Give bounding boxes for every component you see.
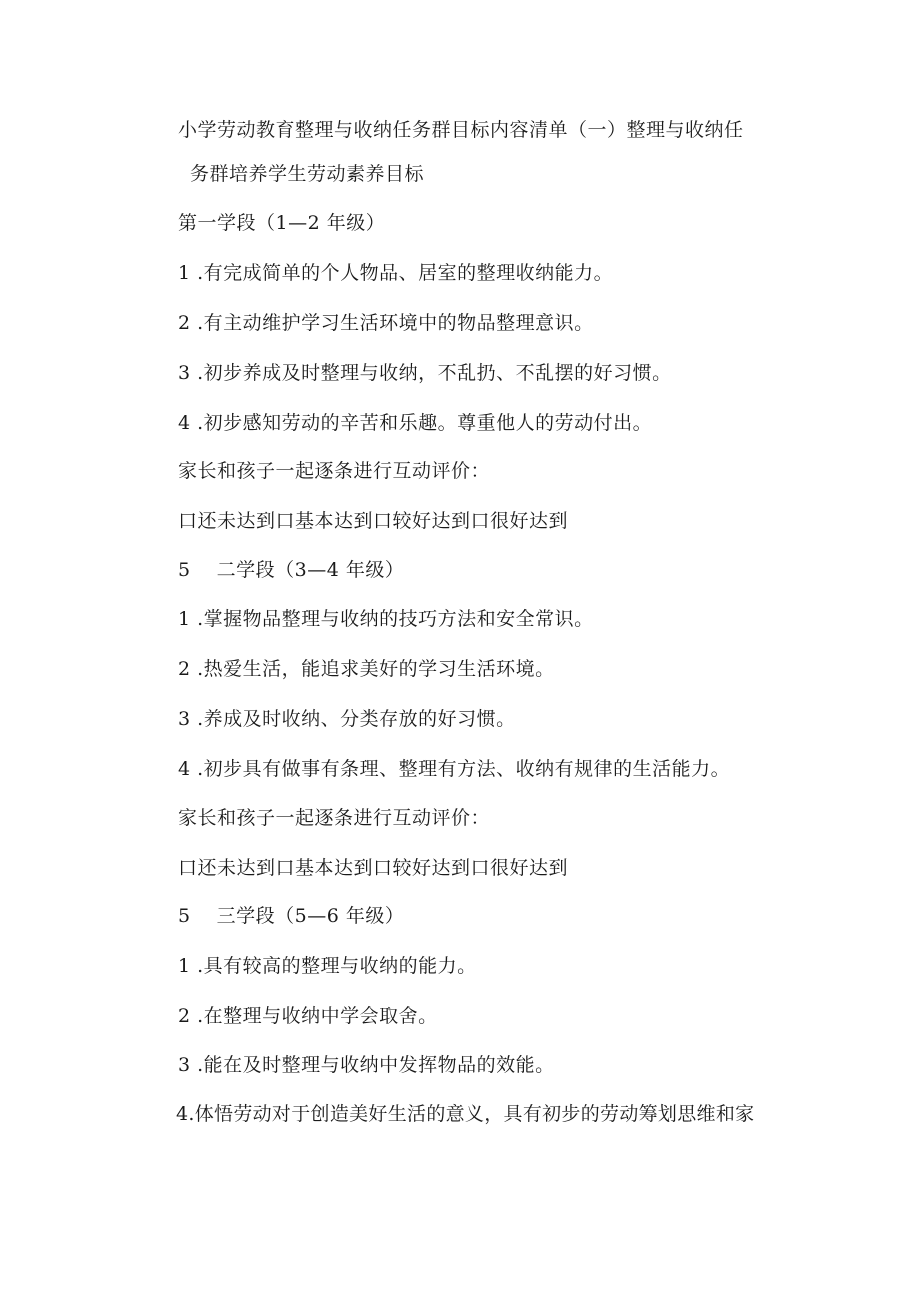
stage-3-goal-4: 4.体悟劳动对于创造美好生活的意义，具有初步的劳动筹划思维和家	[176, 1103, 755, 1125]
stage-2-goal-1: 1 .掌握物品整理与收纳的技巧方法和安全常识。	[178, 608, 594, 630]
stage-1-goal-1: 1 .有完成简单的个人物品、居室的整理收纳能力。	[178, 262, 614, 284]
stage-1-heading: 第一学段（1—2 年级）	[178, 212, 386, 234]
document-title-line-1: 小学劳动教育整理与收纳任务群目标内容清单（一）整理与收纳任	[178, 119, 744, 141]
stage-1-goal-3: 3 .初步养成及时整理与收纳，不乱扔、不乱摆的好习惯。	[178, 362, 672, 384]
document-title-line-2: 务群培养学生劳动素养目标	[190, 163, 425, 185]
stage-1-goal-2: 2 .有主动维护学习生活环境中的物品整理意识。	[178, 312, 594, 334]
stage-1-evaluation-options: 口还未达到口基本达到口较好达到口很好达到	[178, 510, 569, 532]
stage-2-evaluation-options: 口还未达到口基本达到口较好达到口很好达到	[178, 857, 569, 879]
stage-3-heading: 5 三学段（5—6 年级）	[178, 905, 405, 927]
stage-2-heading: 5 二学段（3—4 年级）	[178, 559, 405, 581]
stage-2-goal-2: 2 .热爱生活，能追求美好的学习生活环境。	[178, 658, 555, 680]
stage-1-goal-4: 4 .初步感知劳动的辛苦和乐趣。尊重他人的劳动付出。	[178, 412, 653, 434]
stage-3-goal-1: 1 .具有较高的整理与收纳的能力。	[178, 955, 477, 977]
stage-3-goal-2: 2 .在整理与收纳中学会取舍。	[178, 1005, 438, 1027]
stage-2-evaluation-prompt: 家长和孩子一起逐条进行互动评价：	[178, 807, 491, 829]
stage-3-goal-3: 3 .能在及时整理与收纳中发挥物品的效能。	[178, 1054, 555, 1076]
stage-1-evaluation-prompt: 家长和孩子一起逐条进行互动评价：	[178, 460, 491, 482]
stage-2-goal-3: 3 .养成及时收纳、分类存放的好习惯。	[178, 708, 516, 730]
stage-2-goal-4: 4 .初步具有做事有条理、整理有方法、收纳有规律的生活能力。	[178, 758, 731, 780]
